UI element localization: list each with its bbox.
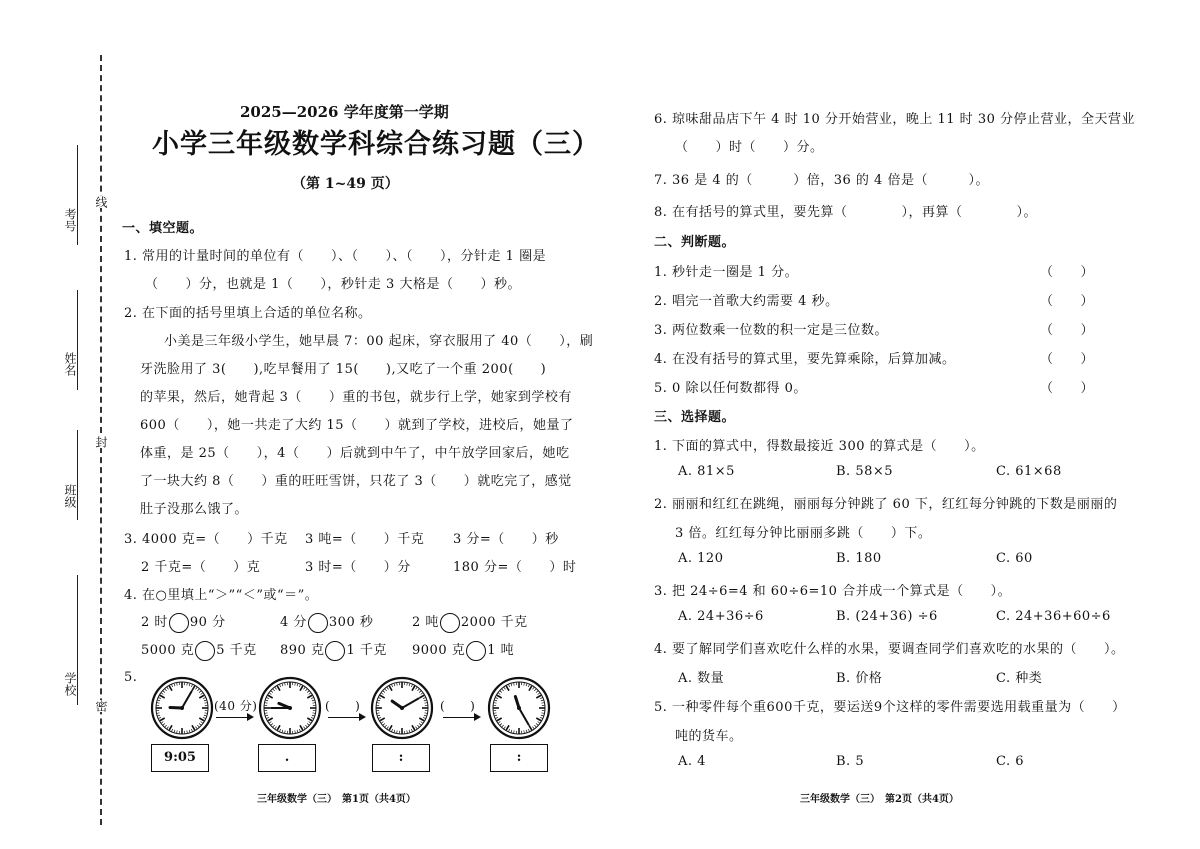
q2-passage-line: 600（ ），她一共走了大约 15（ ）就到了学校，进校后，她量了: [140, 418, 574, 433]
choice-q3: 3. 把 24÷6=4 和 60÷6=10 合并成一个算式是（ ）。: [654, 584, 1012, 599]
q4-compare: 4 分 300 秒: [280, 611, 373, 633]
judge-paren[interactable]: （ ）: [1040, 323, 1095, 338]
q3-item: 3 吨=（ ）千克: [305, 532, 425, 547]
time-answer-box[interactable]: .: [258, 744, 316, 772]
clock-face-3: [370, 676, 434, 740]
choice-q2-line1: 2. 丽丽和红红在跳绳，丽丽每分钟跳了 60 下，红红每分钟跳的下数是丽丽的: [654, 497, 1118, 512]
choice-option[interactable]: B. (24+36) ÷6: [836, 609, 938, 624]
judge-item: 2. 唱完一首歌大约需要 4 秒。: [654, 294, 839, 309]
choice-option[interactable]: C. 种类: [996, 671, 1043, 686]
choice-q5-line1: 5. 一种零件每个重600千克，要运送9个这样的零件需要选用载重量为（ ）: [654, 700, 1126, 715]
q5-interval-label: (40 分): [214, 699, 258, 713]
choice-option[interactable]: B. 5: [836, 754, 865, 769]
compare-circle[interactable]: [325, 641, 345, 661]
margin-mark-line: 线: [94, 196, 108, 208]
q1-line1: 1. 常用的计量时间的单位有（ ）、（ ）、（ ），分针走 1 圈是: [124, 249, 547, 264]
clock-face-4: [487, 676, 551, 740]
q5-label: 5.: [124, 670, 138, 685]
judge-paren[interactable]: （ ）: [1040, 352, 1095, 367]
term-label: 2025—2026 学年度第一学期: [240, 103, 449, 121]
q5-interval-label: ( ): [325, 699, 361, 713]
q2-passage-line: 牙洗脸用了 3( ),吃早餐用了 15( ),又吃了一个重 200( ): [140, 362, 547, 377]
judge-item: 4. 在没有括号的算式里，要先算乘除，后算加减。: [654, 352, 956, 367]
q2-passage-line: 体重，是 25（ ），4（ ）后就到中午了，中午放学回家后，她吃: [140, 446, 570, 461]
left-page-footer: 三年级数学（三） 第1页（共4页）: [257, 794, 416, 805]
judge-paren[interactable]: （ ）: [1040, 265, 1095, 280]
school-label: 学校: [63, 672, 77, 696]
q3-item: 3. 4000 克=（ ）千克: [124, 532, 288, 547]
judge-paren[interactable]: （ ）: [1040, 381, 1095, 396]
time-answer-box[interactable]: :: [372, 744, 430, 772]
q2-passage-line: 肚子没那么饿了。: [140, 502, 249, 517]
choice-option[interactable]: A. 24+36÷6: [678, 609, 764, 624]
page-range: （第 1~49 页）: [292, 176, 399, 192]
q4-compare: 2 时 90 分: [141, 611, 226, 633]
judge-paren[interactable]: （ ）: [1040, 294, 1095, 309]
q3-item: 2 千克=（ ）克: [141, 560, 261, 575]
q3-item: 180 分=（ ）时: [453, 560, 577, 575]
q4-compare: 2 吨 2000 千克: [412, 611, 528, 633]
exam-no-underline: [77, 145, 78, 245]
clock-face-1: [150, 676, 214, 740]
clock-face-2: [258, 676, 322, 740]
section-fill-blank-heading: 一、填空题。: [122, 221, 204, 236]
name-underline: [77, 290, 78, 390]
margin-mark-seal: 封: [94, 436, 108, 448]
judge-item: 5. 0 除以任何数都得 0。: [654, 381, 807, 396]
choice-option[interactable]: A. 4: [678, 754, 706, 769]
q2-passage-line: 的苹果，然后，她背起 3（ ）重的书包，就步行上学，她家到学校有: [140, 390, 572, 405]
choice-option[interactable]: C. 6: [996, 754, 1025, 769]
choice-option[interactable]: B. 180: [836, 551, 882, 566]
compare-circle[interactable]: [466, 641, 486, 661]
q1-line2: （ ）分，也就是 1（ ），秒针走 3 大格是（ ）秒。: [145, 277, 521, 292]
q8: 8. 在有括号的算式里，要先算（ ），再算（ ）。: [654, 205, 1038, 220]
choice-option[interactable]: B. 58×5: [836, 464, 894, 479]
q4-compare: 5000 克 5 千克: [141, 639, 257, 661]
q7: 7. 36 是 4 的（ ）倍，36 的 4 倍是（ ）。: [654, 173, 989, 188]
judge-item: 1. 秒针走一圈是 1 分。: [654, 265, 799, 280]
q4-compare: 890 克 1 千克: [280, 639, 387, 661]
arrow-right-icon: [328, 717, 364, 718]
exam-title: 小学三年级数学科综合练习题（三）: [152, 129, 600, 160]
class-label: 班级: [63, 484, 77, 508]
margin-mark-bind: 密: [94, 700, 108, 712]
compare-circle[interactable]: [440, 613, 460, 633]
school-underline: [77, 575, 78, 705]
q3-item: 3 时=（ ）分: [305, 560, 411, 575]
section-judge-heading: 二、判断题。: [654, 235, 736, 250]
q5-interval-label: ( ): [440, 699, 476, 713]
q2-passage-line: 小美是三年级小学生，她早晨 7：00 起床，穿衣服用了 40（ ），刷: [164, 334, 594, 349]
choice-q2-line2: 3 倍。红红每分钟比丽丽多跳（ ）下。: [675, 526, 932, 541]
compare-circle[interactable]: [308, 613, 328, 633]
q4-compare: 9000 克 1 吨: [412, 639, 514, 661]
q2-passage-line: 了一块大约 8（ ）重的旺旺雪饼，只花了 3（ ）就吃完了，感觉: [140, 474, 572, 489]
choice-option[interactable]: A. 数量: [678, 671, 725, 686]
judge-item: 3. 两位数乘一位数的积一定是三位数。: [654, 323, 889, 338]
q3-item: 3 分=（ ）秒: [453, 532, 559, 547]
name-label: 姓名: [63, 352, 77, 376]
arrow-right-icon: [216, 717, 252, 718]
choice-q4: 4. 要了解同学们喜欢吃什么样的水果，要调查同学们喜欢吃的水果的（ ）。: [654, 642, 1125, 657]
compare-circle[interactable]: [169, 613, 189, 633]
choice-option[interactable]: C. 60: [996, 551, 1033, 566]
arrow-right-icon: [443, 717, 479, 718]
choice-option[interactable]: C. 61×68: [996, 464, 1062, 479]
choice-option[interactable]: A. 120: [678, 551, 724, 566]
choice-q5-line2: 吨的货车。: [675, 729, 743, 744]
section-choice-heading: 三、选择题。: [654, 410, 736, 425]
choice-option[interactable]: A. 81×5: [678, 464, 735, 479]
q6-line2: （ ）时（ ）分。: [675, 140, 824, 155]
compare-circle[interactable]: [195, 641, 215, 661]
q4-title: 4. 在○里填上“＞”“＜”或“＝”。: [124, 588, 319, 603]
right-page-footer: 三年级数学（三） 第2页（共4页）: [800, 794, 959, 805]
time-answer-box: 9:05: [151, 744, 209, 772]
q2-title: 2. 在下面的括号里填上合适的单位名称。: [124, 306, 372, 321]
time-answer-box[interactable]: :: [490, 744, 548, 772]
choice-option[interactable]: B. 价格: [836, 671, 883, 686]
q6-line1: 6. 琼味甜品店下午 4 时 10 分开始营业，晚上 11 时 30 分停止营业，全天营业: [654, 112, 1135, 127]
choice-q1: 1. 下面的算式中，得数最接近 300 的算式是（ ）。: [654, 439, 985, 454]
choice-option[interactable]: C. 24+36+60÷6: [996, 609, 1111, 624]
exam-no-label: 考号: [63, 208, 77, 232]
class-underline: [77, 430, 78, 520]
